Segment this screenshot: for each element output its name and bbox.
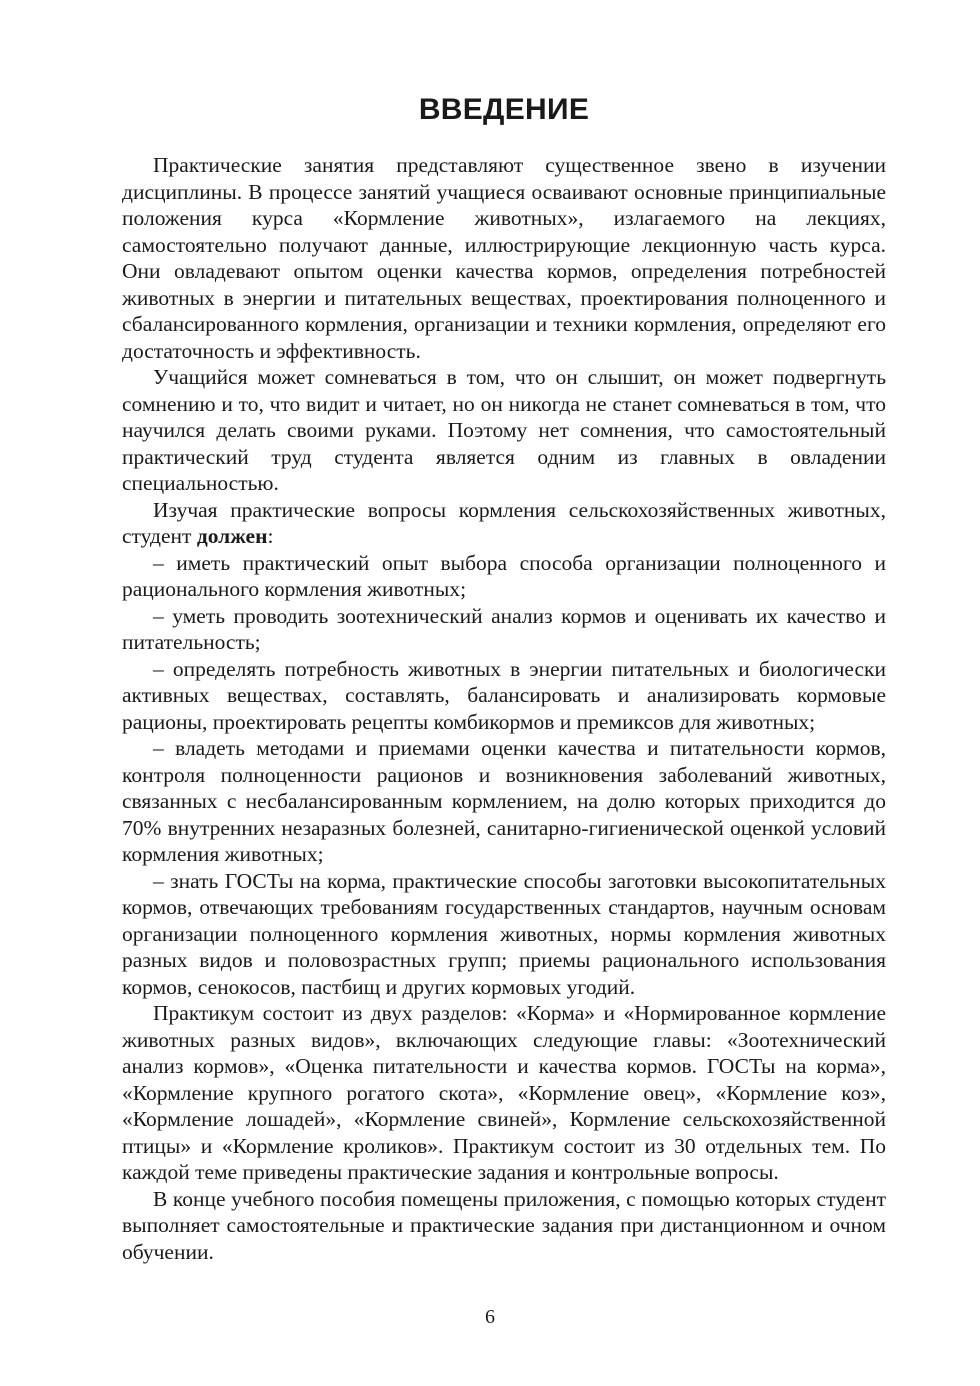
document-page bbox=[122, 88, 886, 1265]
paragraph-student-must: Изучая практические вопросы кормления сельскохозяйственных животных, студент должен: bbox=[122, 497, 886, 548]
paragraph-intro: Практические занятия представляют существенное звено в изучении дисциплины. В процессе занятий учащиеся осваивают основные принципиальные положения курса «Кормление животных», излагаемого на лекциях, самостоятельно получают данные, иллюстрирующие лекционную часть курса. Они овладевают опытом оценки качества кормов, определения потребностей животных в энергии и питательных веществах, проектирования полноценного и сбалансированного кормления, организации и техники кормления, определяют его достаточность и эффективность. bbox=[122, 153, 886, 363]
list-item-standards: – знать ГОСТы на корма, практические способы заготовки высокопитательных кормов, отвечающих требованиям государственных стандартов, научным основам организации полноценного кормления животных, нормы кормления животных разных видов и половозрастных групп; приемы рационального использования кормов, сенокосов, пастбищ и других кормовых угодий. bbox=[122, 868, 886, 999]
paragraph-structure: Практикум состоит из двух разделов: «Корма» и «Нормированное кормление животных разных видов», включающих следующие главы: «Зоотехнический анализ кормов», «Оценка питательности и качества кормов. ГОСТы на корма», «Кормление крупного рогатого скота», «Кормление овец», «Кормление коз», «Кормление лошадей», «Кормление свиней», Кормление сельскохозяйственной птицы» и «Кормление кроликов». Практикум состоит из 30 отдельных тем. По каждой теме приведены практические задания и контрольные вопросы. bbox=[122, 1001, 886, 1184]
list-item-analysis: – уметь проводить зоотехнический анализ кормов и оценивать их качество и питательность; bbox=[122, 603, 886, 654]
paragraph-self-study: Учащийся может сомневаться в том, что он слышит, он может подвергнуть сомнению и то, что видит и читает, но он никогда не станет сомневаться в том, что научился делать своими руками. Поэтому нет сомнения, что самостоятельный практический труд студента является одним из главных в овладении специальностью. bbox=[122, 365, 886, 495]
list-item-methods: – владеть методами и приемами оценки качества и питательности кормов, контроля полноценности рационов и возникновения заболеваний животных, связанных с несбалансированным кормлением, на долю которых приходится до 70% внутренних незаразных болезней, санитарно-гигиенической оценкой условий кормления животных; bbox=[122, 736, 886, 866]
list-item-experience: – иметь практический опыт выбора способа организации полноценного и рационального кормления животных; bbox=[122, 550, 886, 601]
page-number: 6 bbox=[485, 1306, 495, 1328]
page-title: ВВЕДЕНИЕ bbox=[418, 93, 590, 126]
paragraph-appendices: В конце учебного пособия помещены приложения, с помощью которых студент выполняет самостоятельные и практические задания при дистанционном и очном обучении. bbox=[122, 1186, 886, 1264]
emphasis-must: должен bbox=[196, 524, 268, 548]
list-item-requirements: – определять потребность животных в энергии питательных и биологически активных веществах, составлять, балансировать и анализировать кормовые рационы, проектировать рецепты комбикормов и премиксов для животных; bbox=[122, 656, 886, 734]
